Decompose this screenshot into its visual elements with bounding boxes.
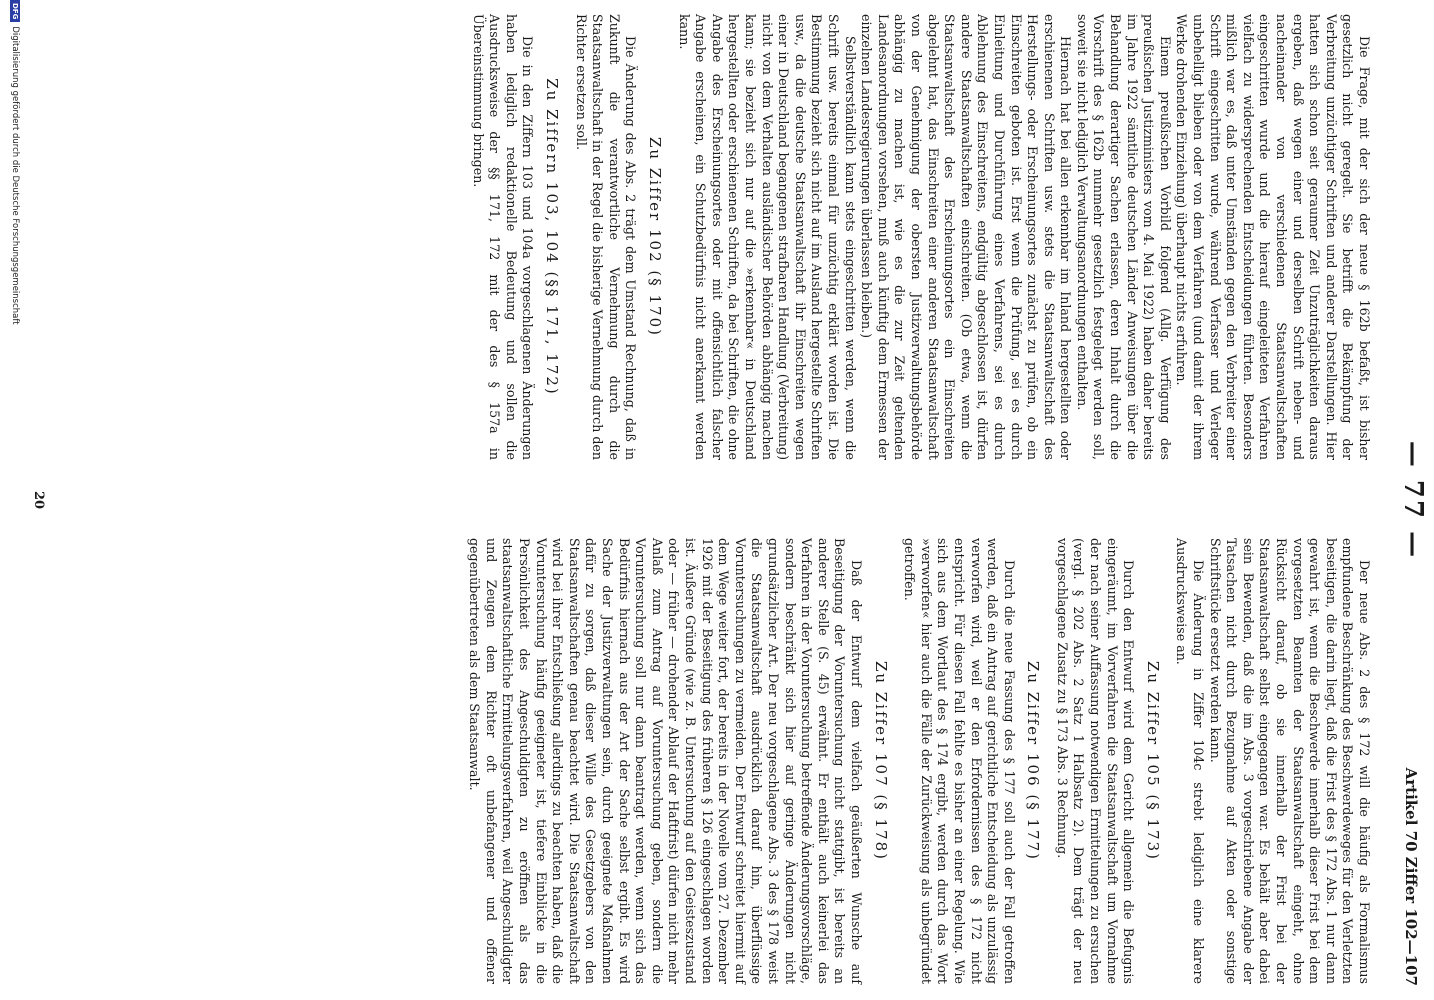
section-heading: Zu Ziffer 105 (§ 173) [1143, 661, 1162, 861]
paragraph: Einem preußischen Vorbild folgend (Allg. Verfügung des preußischen Justizministers vom 4. Mai 1922) haben daher bereits im Jahre 1922 sämtliche deutschen Länder Anweisungen über die Behandlung derartiger Sachen erlassen, deren Inhalt durch die Vorschrift des § 162b nunmehr gesetzlich festgelegt werden soll, soweit sie nicht lediglich Verwaltungsanordnungen enthalten. [1074, 14, 1173, 460]
section-heading: Zu Ziffern 103, 104 (§§ 171, 172) [543, 78, 562, 396]
left-text-column [469, 14, 1372, 460]
paragraph: Durch den Entwurf wird dem Gericht allgemein die Befugnis eingeräumt, im Vorverfahren die Staatsanwaltschaft um Vornahme der nach seiner Auffassung notwendigen Ermittelungen zu ersuchen (vergl. § 202 Abs. 2 Satz 1 Halbsatz 2). Dem trägt der neu vorgeschlagene Zusatz zu § 173 Abs. 3 Rechnung. [1054, 538, 1137, 984]
credit-text: Digitalisierung gefördert durch die Deutsche Forschungsgemeinschaft [10, 26, 20, 325]
page-number: — 77 — [1398, 440, 1428, 560]
paragraph: Daß der Entwurf dem vielfach geäußerten Wunsche auf Beseitigung der Voruntersuchung nicht stattgibt, ist bereits an anderer Stelle (S. 45) erwähnt. Er enthält auch keinerlei das Verfahren in der Voruntersuchung betreffende Änderungsvorschläge, sondern beschränkt sich hier auf geringe Änderungen nicht grundsätzlicher Art. Der neu vorgeschlagene Abs. 3 des § 178 weist die Staatsanwaltschaft ausdrücklich darauf hin, überflüssige Voruntersuchungen zu vermeiden. Der Entwurf schreitet hiermit auf dem Wege weiter fort, der bereits in der Novelle vom 27. Dezember 1926 mit der Beseitigung des früheren § 126 eingeschlagen worden ist. Äußere Gründe (wie z. B. Untersuchung auf den Geisteszustand oder — früher — drohender Ablauf der Haftfrist) dürfen nicht mehr Anlaß zum Antrag auf Voruntersuchung geben, sondern die Voruntersuchung soll nur dann beantragt werden, wenn sich das Bedürfnis hiernach aus der Art der Sache selbst ergibt. Es wird Sache der Justizverwaltungen sein, durch geeignete Maßnahmen dafür zu sorgen, daß dieser Wille des Gesetzgebers von den Staatsanwaltschaften genau beachtet wird. Die Staatsanwaltschaft wird bei ihrer Entschließung allerdings zu beachten haben, daß die Voruntersuchung häufig geeigneter ist, tiefere Einblicke in die Persönlichkeit des Angeschuldigten zu eröffnen als das staatsanwaltschaftliche Ermittelungsverfahren, weil Angeschuldigter und Zeugen dem Richter oft unbefangener und offener gegenübertreten als dem Staatsanwalt. [467, 538, 864, 984]
section-heading: Zu Ziffer 107 (§ 178) [871, 661, 890, 861]
paragraph: Die in den Ziffern 103 und 104a vorgeschlagenen Änderungen haben lediglich redaktionelle Bedeutung und sollen die Ausdrucksweise der §§ 171, 172 mit der des § 157a in Übereinstimmung bringen. [470, 14, 536, 460]
paragraph: Der neue Abs. 2 des § 172 will die häufig als Formalismus empfundene Beschränkung des Beschwerdeweges für den Verletzten beseitigen, die darin liegt, daß die Frist des § 172 Abs. 1 nur dann gewahrt ist, wenn die Beschwerde innerhalb dieser Frist bei dem vorgesetzten Beamten der Staatsanwaltschaft eingeht, ohne Rücksicht darauf, ob sie innerhalb der Frist bei der Staatsanwaltschaft selbst eingegangen war. Es behält aber dabei sein Bewenden, daß die im Abs. 3 vorgeschriebene Angabe der Tatsachen nicht durch Bezugnahme auf Akten oder sonstige Schriftstücke ersetzt werden kann. [1207, 538, 1372, 984]
paragraph: Hiernach hat bei allen erkennbar im Inland hergestellten oder erschienenen Schriften usw. stets die Staatsanwaltschaft des Herstellungs- oder Erscheinungsortes zunächst zu prüfen, ob ein Einschreiten geboten ist. Erst wenn die Prüfung, sei es durch Einleitung und Durchführung eines Verfahrens, sei es durch Ablehnung des Einschreitens, endgültig abgeschlossen ist, dürfen andere Staatsanwaltschaften einschreiten. (Ob etwa, wenn die Staatsanwaltschaft des Erscheinungsortes ein Einschreiten abgelehnt hat, das Einschreiten einer anderen Staatsanwaltschaft von der Genehmigung der obersten Justizverwaltungsbehörde abhängig zu machen ist, wie es die zur Zeit geltenden Landesanordnungen vorsehen, muß auch künftig dem Ermessen der einzelnen Landesregierungen überlassen bleiben.) [859, 14, 1074, 460]
section-heading: Zu Ziffer 106 (§ 177) [1024, 661, 1043, 861]
paragraph: Selbstverständlich kann stets eingeschritten werden, wenn die Schrift usw. bereits einmal für unzüchtig erklärt worden ist. Die Bestimmung bezieht sich nicht auf im Ausland hergestellte Schriften usw., da die deutsche Staatsanwaltschaft ihr Einschreiten wegen einer in Deutschland begangenen strafbaren Handlung (Verbreitung) nicht von dem Verhalten ausländischer Behörden abhängig machen kann; sie bezieht sich nur auf die »erkennbar« in Deutschland hergestellten oder erschienenen Schriften, da bei Schriften, die ohne Angabe des Erscheinungsortes oder mit offensichtlich falscher Angabe erscheinen, ein Schutzbedürfnis nicht anerkannt werden kann. [676, 14, 858, 460]
folio-number: 20 [31, 490, 46, 510]
dfg-logo: DFG [10, 0, 20, 22]
section-heading: Zu Ziffer 102 (§ 170) [646, 137, 665, 337]
running-title: Artikel 70 Ziffer 102—107 [1402, 767, 1420, 986]
paragraph: Die Änderung des Abs. 2 trägt dem Umstand Rechnung, daß in Zukunft die verantwortliche Vernehmung durch die Staatsanwaltschaft in der Regel die bisherige Vernehmung durch den Richter ersetzen soll. [573, 14, 639, 460]
paragraph: Die Frage, mit der sich der neue § 162b befaßt, ist bisher gesetzlich nicht geregelt. Sie betrifft die Bekämpfung der Verbreitung unzüchtiger Schriften und anderer Darstellungen. Hier hatten sich schon seit geraumer Zeit Unzuträglichkeiten daraus ergeben, daß wegen einer und derselben Schrift neben- und nacheinander von verschiedenen Staatsanwaltschaften eingeschritten wurde und die hierauf eingeleiteten Verfahren vielfach zu widersprechenden Entscheidungen führten. Besonders mißlich war es, daß unter Umständen gegen den Verbreiter einer Schrift eingeschritten wurde, während Verfasser und Verleger unbehelligt blieben oder von dem Verfahren (und damit der ihrem Werke drohenden Einziehung) überhaupt nichts erfuhren. [1174, 14, 1372, 460]
paragraph: Die Änderung in Ziffer 104c strebt lediglich eine klarere Ausdrucksweise an. [1174, 538, 1207, 984]
right-text-column [466, 538, 1372, 984]
paragraph: Durch die neue Fassung des § 177 soll auch der Fall getroffen werden, daß ein Antrag auf gerichtliche Entscheidung als unzulässig verworfen wird, weil er den Erfordernissen des § 172 nicht entspricht. Für diesen Fall fehlte es bisher an einer Regelung. Wie sich aus dem Wortlaut des § 174 ergibt, werden durch das Wort »verworfen« hier auch die Fälle der Zurückweisung als unbegründet getroffen. [902, 538, 1017, 984]
digitization-credit [4, 0, 20, 1000]
running-head [1388, 0, 1428, 1000]
